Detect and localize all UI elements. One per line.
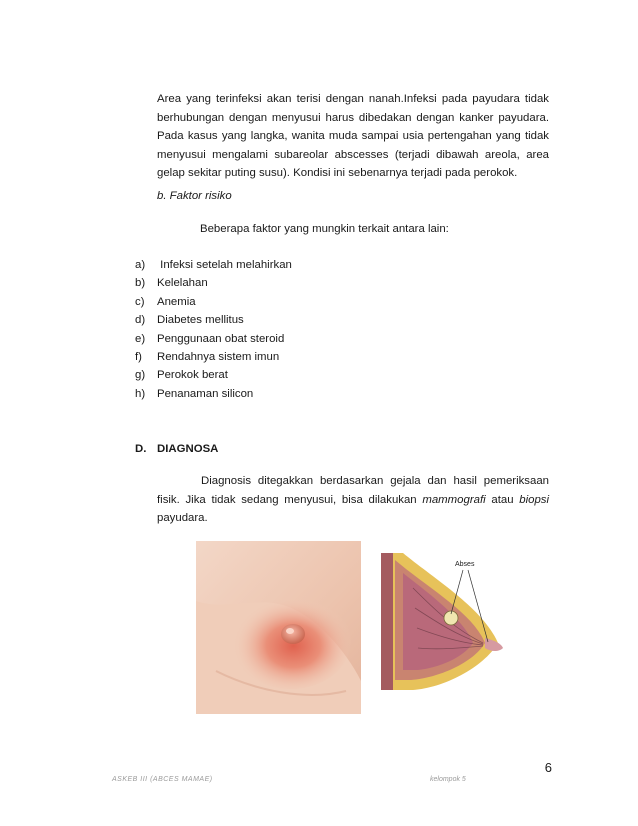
- abses-label: Abses: [455, 561, 475, 568]
- section-heading-diagnosa: D. DIAGNOSA: [135, 443, 219, 455]
- breast-anatomy-diagram: [373, 548, 511, 693]
- footer-title: ASKEB III (ABCES MAMAE): [112, 776, 213, 783]
- list-item: a) Infeksi setelah melahirkan: [135, 259, 292, 271]
- risk-factors-list: [135, 256, 292, 403]
- risk-factors-intro: Beberapa faktor yang mungkin terkait antara lain:: [200, 223, 449, 235]
- footer-group: kelompok 5: [430, 776, 466, 783]
- breast-abscess-photo: [196, 541, 361, 714]
- subheading-risk-factors: b. Faktor risiko: [157, 190, 232, 202]
- paragraph-abscess-description: Area yang terinfeksi akan terisi dengan nanah.Infeksi pada payudara tidak berhubungan dengan menyusui harus dibedakan dengan kanker payudara. Pada kasus yang langka, wanita muda sampai usia pertengahan yang tidak menyusui mengalami subareolar abscesses (terjadi dibawah areola, area gelap sekitar puting susu). Kondisi ini sebenarnya terjadi pada perokok.: [157, 93, 549, 180]
- list-item: g) Perokok berat: [135, 369, 228, 382]
- list-item: c) Anemia: [135, 295, 196, 308]
- list-item: h) Penanaman silicon: [135, 387, 254, 400]
- list-item: e) Penggunaan obat steroid: [135, 332, 285, 345]
- list-item: b) Kelelahan: [135, 277, 208, 290]
- list-item: f) Rendahnya sistem imun: [135, 351, 280, 364]
- paragraph-diagnosis: Diagnosis ditegakkan berdasarkan gejala dan hasil pemeriksaan fisik. Jika tidak sedang menyusui, bisa dilakukan mammografi atau biopsi payudara.: [157, 475, 550, 525]
- page-number: 6: [544, 760, 552, 775]
- list-item: d) Diabetes mellitus: [135, 314, 244, 327]
